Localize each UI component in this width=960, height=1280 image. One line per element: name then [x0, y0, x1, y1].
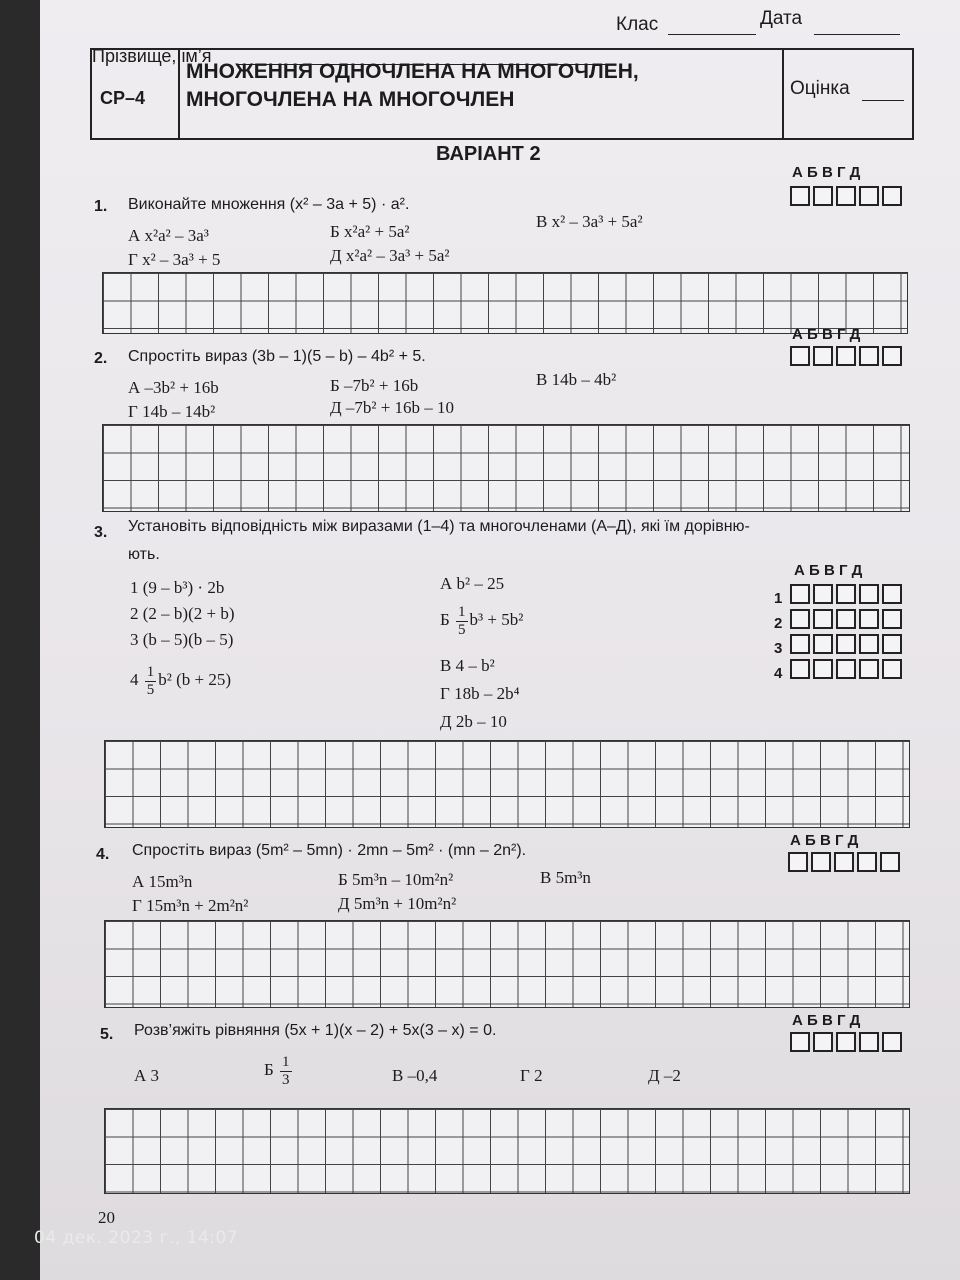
- name-label: Прізвище, ім’я: [92, 46, 212, 66]
- task-5-option-v: В –0,4: [392, 1066, 438, 1085]
- photo-timestamp: 04 дек. 2023 г., 14:07: [34, 1228, 239, 1248]
- task-3-right-g: Г 18b – 2b⁴: [440, 684, 520, 703]
- date-label: Дата: [760, 8, 803, 29]
- task-3-right-a: А b² – 25: [440, 574, 505, 593]
- answer-boxes-5[interactable]: [790, 1032, 902, 1052]
- answer-boxes-1[interactable]: [790, 186, 902, 206]
- task-4-option-a: А 15m³n: [132, 872, 193, 891]
- answer-boxes-2[interactable]: [790, 346, 902, 366]
- task-4-option-d: Д 5m³n + 10m²n²: [338, 894, 457, 913]
- match-row-label-4: 4: [774, 665, 783, 682]
- task-4-text: Спростіть вираз (5m² – 5mn) · 2mn – 5m² · (mn – 2n²).: [132, 842, 527, 859]
- answer-letters-2: А Б В Г Д: [792, 326, 861, 343]
- answer-letters-4: А Б В Г Д: [790, 832, 859, 849]
- match-boxes-row-1[interactable]: [790, 584, 902, 604]
- task-3-left-4-num: 4: [130, 669, 139, 689]
- task-3-left-3: 3 (b – 5)(b – 5): [130, 630, 234, 649]
- task-3-right-b-fraction: [456, 604, 468, 638]
- task-1-option-v: В x² – 3a³ + 5a²: [536, 212, 643, 231]
- date-field[interactable]: [814, 34, 900, 35]
- task-5-option-b: [264, 1054, 294, 1088]
- match-row-label-1: 1: [774, 590, 783, 607]
- task-2-option-a: А –3b² + 16b: [128, 378, 219, 397]
- work-grid-5[interactable]: [104, 1108, 910, 1194]
- match-row-label-3: 3: [774, 640, 783, 657]
- task-5-option-b-fraction: [280, 1054, 292, 1088]
- task-3-right-b: [440, 604, 523, 638]
- task-5-number: 5.: [100, 1026, 114, 1043]
- task-3-text-line-2: ють.: [128, 546, 160, 563]
- answer-letters-1: А Б В Г Д: [792, 164, 861, 181]
- class-field[interactable]: [668, 34, 756, 35]
- task-1-option-g: Г x² – 3a³ + 5: [128, 250, 221, 269]
- fraction-numerator: 1: [282, 1054, 290, 1070]
- task-5-option-a: А 3: [134, 1066, 160, 1085]
- task-2-option-v: В 14b – 4b²: [536, 370, 617, 389]
- match-row-label-2: 2: [774, 615, 783, 632]
- task-3-number: 3.: [94, 524, 108, 541]
- answer-letters-5: А Б В Г Д: [792, 1012, 861, 1029]
- fraction-denominator: 5: [458, 621, 466, 638]
- task-5-text: Розв’яжіть рівняння (5x + 1)(x – 2) + 5x(3 – x) = 0.: [134, 1022, 497, 1039]
- task-2-option-g: Г 14b – 14b²: [128, 402, 216, 421]
- title-line-2: МНОГОЧЛЕНА НА МНОГОЧЛЕН: [186, 88, 515, 111]
- task-2-option-b: Б –7b² + 16b: [330, 376, 419, 395]
- work-grid-2[interactable]: [102, 424, 910, 512]
- work-grid-4[interactable]: [104, 920, 910, 1008]
- variant-heading: ВАРІАНТ 2: [436, 143, 541, 165]
- fraction-numerator: 1: [146, 664, 155, 680]
- task-3-left-4: [130, 664, 231, 698]
- task-1-number: 1.: [94, 198, 108, 215]
- answer-boxes-4[interactable]: [788, 852, 900, 872]
- task-4-option-b: Б 5m³n – 10m²n²: [338, 870, 454, 889]
- task-2-text: Спростіть вираз (3b – 1)(5 – b) – 4b² + 5.: [128, 348, 426, 365]
- task-5-option-g: Г 2: [520, 1066, 543, 1085]
- work-grid-1[interactable]: [102, 272, 908, 334]
- task-1-text: Виконайте множення (x² – 3a + 5) · a².: [128, 196, 410, 213]
- work-code: СР–4: [100, 88, 146, 108]
- work-grid-3[interactable]: [104, 740, 910, 828]
- match-boxes-row-4[interactable]: [790, 659, 902, 679]
- task-3-right-b-letter: Б: [440, 609, 450, 629]
- title-line-1: МНОЖЕННЯ ОДНОЧЛЕНА НА МНОГОЧЛЕН,: [186, 60, 639, 83]
- task-1-option-a: А x²a² – 3a³: [128, 226, 209, 245]
- task-4-option-v: В 5m³n: [540, 868, 591, 887]
- fraction-denominator: 3: [282, 1071, 290, 1088]
- fraction-numerator: 1: [458, 604, 466, 620]
- task-3-right-d: Д 2b – 10: [440, 712, 507, 731]
- task-3-right-v: В 4 – b²: [440, 656, 495, 675]
- task-3-text-line-1: Установіть відповідність між виразами (1–4) та многочленами (А–Д), які їм дорівню-: [128, 518, 750, 535]
- grade-label: Оцінка: [790, 78, 850, 99]
- task-3-left-2: 2 (2 – b)(2 + b): [130, 604, 235, 623]
- task-1-option-d: Д x²a² – 3a³ + 5a²: [330, 246, 450, 265]
- task-3-left-4-fraction: [145, 664, 157, 698]
- task-5-option-b-letter: Б: [264, 1059, 274, 1079]
- task-4-option-g: Г 15m³n + 2m²n²: [132, 896, 249, 915]
- fraction-denominator: 5: [146, 681, 155, 698]
- task-5-option-d: Д –2: [648, 1066, 681, 1085]
- answer-letters-3: А Б В Г Д: [794, 562, 863, 579]
- task-3-left-1: 1 (9 – b³) · 2b: [130, 578, 225, 597]
- task-4-number: 4.: [96, 846, 110, 863]
- task-2-number: 2.: [94, 350, 108, 367]
- task-1-option-b: Б x²a² + 5a²: [330, 222, 410, 241]
- match-boxes-row-2[interactable]: [790, 609, 902, 629]
- task-3-right-b-expr: b³ + 5b²: [469, 609, 524, 629]
- match-boxes-row-3[interactable]: [790, 634, 902, 654]
- grade-field[interactable]: [862, 100, 904, 101]
- page-number: 20: [98, 1208, 115, 1227]
- task-2-option-d: Д –7b² + 16b – 10: [330, 398, 455, 417]
- class-label: Клас: [616, 14, 659, 35]
- task-3-left-4-expr: b² (b + 25): [158, 669, 232, 689]
